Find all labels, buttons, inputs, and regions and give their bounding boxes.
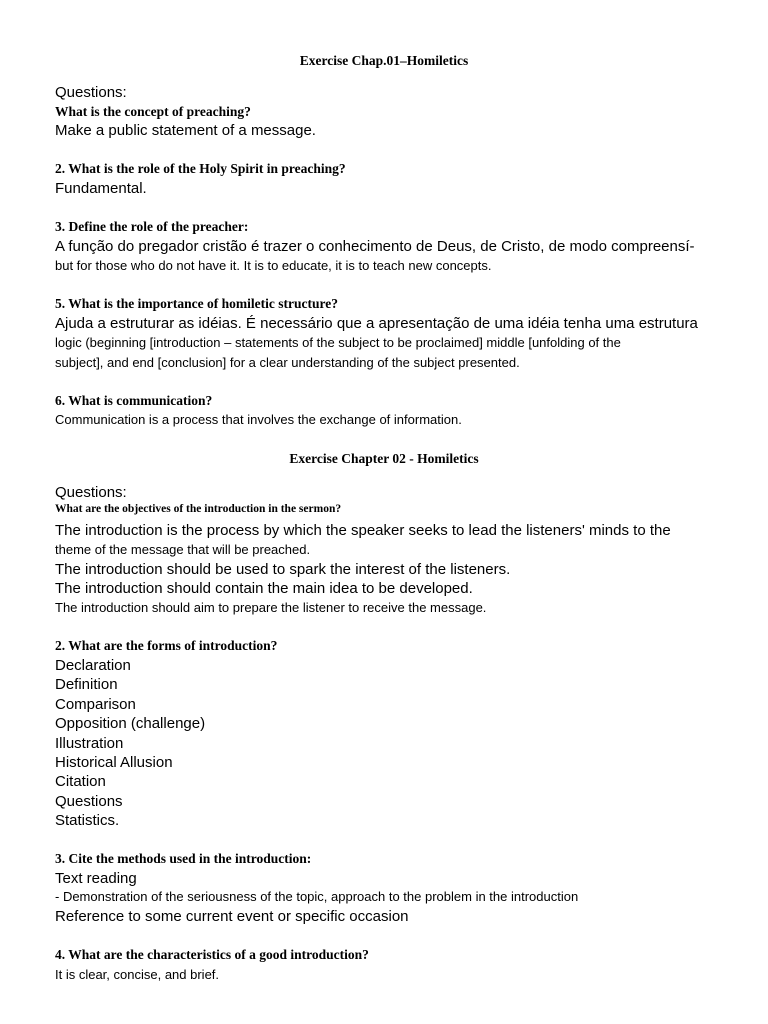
chapter1-question-3: 3. Define the role of the preacher: — [55, 219, 249, 234]
chapter1-answer-6: Communication is a process that involves the exchange of information. — [55, 412, 462, 427]
chapter1-question-5: 5. What is the importance of homiletic structure? — [55, 296, 338, 311]
chapter2-question-1: What are the objectives of the introduction in the sermon? — [55, 503, 342, 515]
chapter2-answer-4: It is clear, concise, and brief. — [55, 967, 220, 982]
chapter1-question-1: What is the concept of preaching? — [55, 104, 251, 119]
chapter2-answer-3-line-2: - Demonstration of the seriousness of the topic, approach to the problem in the introduction — [55, 889, 579, 904]
chapter1-answer-5-line-1: Ajuda a estruturar as idéias. É necessário que a apresentação de uma idéia tenha uma estrutura — [55, 315, 698, 332]
form-item: Illustration — [55, 735, 124, 752]
chapter2-answer-1-line-3: The introduction should be used to spark the interest of the listeners. — [55, 561, 511, 578]
chapter2-title: Exercise Chapter 02 - Homiletics — [289, 451, 479, 466]
chapter2-answer-3-line-3: Reference to some current event or specific occasion — [55, 908, 409, 925]
chapter2-answer-1-line-5: The introduction should aim to prepare the listener to receive the message. — [55, 600, 487, 615]
form-item: Declaration — [55, 657, 131, 674]
form-item: Comparison — [55, 696, 136, 713]
form-item: Historical Allusion — [55, 754, 173, 771]
chapter1-answer-2: Fundamental. — [55, 180, 147, 197]
chapter1-title: Exercise Chap.01–Homiletics — [299, 53, 469, 68]
chapter1-answer-5-line-3: subject], and end [conclusion] for a clear understanding of the subject presented. — [55, 355, 520, 370]
chapter1-answer-3-line-2: but for those who do not have it. It is to educate, it is to teach new concepts. — [55, 258, 492, 273]
form-item: Definition — [55, 676, 118, 693]
chapter2-answer-1-line-1: The introduction is the process by which the speaker seeks to lead the listeners' minds to the — [55, 522, 671, 539]
chapter2-questions-label: Questions: — [55, 484, 127, 501]
form-item: Citation — [55, 773, 106, 790]
chapter1-answer-5-line-2: logic (beginning [introduction – statements of the subject to be proclaimed] middle [unfolding of the — [55, 335, 621, 350]
chapter2-question-3: 3. Cite the methods used in the introduction: — [55, 851, 312, 866]
form-item: Questions — [55, 793, 123, 810]
chapter1-question-2: 2. What is the role of the Holy Spirit in preaching? — [55, 161, 346, 176]
chapter1-answer-1: Make a public statement of a message. — [55, 122, 316, 139]
chapter2-question-4: 4. What are the characteristics of a good introduction? — [55, 947, 369, 962]
form-item: Opposition (challenge) — [55, 715, 206, 732]
chapter2-answer-3-line-1: Text reading — [55, 870, 137, 887]
chapter1-answer-3-line-1: A função do pregador cristão é trazer o conhecimento de Deus, de Cristo, de modo compreensí- — [55, 238, 695, 255]
form-item: Statistics. — [55, 812, 120, 829]
chapter2-answer-1-line-4: The introduction should contain the main idea to be developed. — [55, 580, 473, 597]
chapter1-questions-label: Questions: — [55, 84, 127, 101]
chapter2-answer-1-line-2: theme of the message that will be preached. — [55, 542, 311, 557]
chapter2-question-2: 2. What are the forms of introduction? — [55, 638, 278, 653]
chapter1-question-6: 6. What is communication? — [55, 393, 213, 408]
